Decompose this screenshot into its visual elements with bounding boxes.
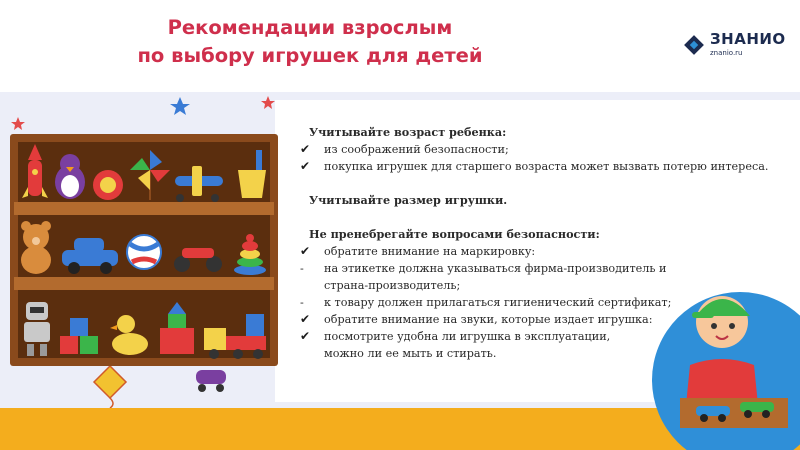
list-item-text: к товару должен прилагаться гигиенический сертификат; <box>324 296 672 309</box>
slide-title <box>0 14 620 70</box>
section-heading-age: Учитывайте возраст ребенка: <box>309 125 507 139</box>
list-item-text: обратите внимание на звуки, которые издает игрушка: <box>324 313 653 326</box>
list-item-text: посмотрите удобна ли игрушка в эксплуатации, <box>324 330 611 343</box>
kite-decoration <box>94 366 126 398</box>
title-line-2: по выбору игрушек для детей <box>137 44 483 67</box>
drum-toy <box>93 170 123 200</box>
check-icon: ✔ <box>300 329 311 343</box>
kite-tail <box>110 398 113 408</box>
list-item-text: можно ли ее мыть и стирать. <box>324 347 497 360</box>
list-item <box>300 141 690 158</box>
recommendations-text <box>300 124 769 362</box>
check-icon: ✔ <box>300 159 311 173</box>
section-heading-size: Учитывайте размер игрушки. <box>309 193 508 207</box>
check-icon: ✔ <box>300 142 311 156</box>
check-icon: ✔ <box>300 244 311 258</box>
list-item <box>300 243 690 260</box>
shelf-board <box>14 277 274 290</box>
ball-toy <box>127 235 161 269</box>
list-item <box>300 158 769 175</box>
title-line-1: Рекомендации взрослым <box>167 16 453 39</box>
list-item-text: страна-производитель; <box>324 279 461 292</box>
shelf-compartment <box>18 142 270 202</box>
dash-marker: - <box>300 296 304 309</box>
section-heading-safety: Не пренебрегайте вопросами безопасности: <box>309 227 600 241</box>
list-item-text: покупка игрушек для старшего возраста может вызвать потерю интереса. <box>324 160 769 173</box>
dash-marker: - <box>300 262 304 275</box>
list-item-continuation <box>300 345 690 362</box>
logo-name: ЗНАНИО <box>710 30 786 48</box>
znanio-logo[interactable] <box>682 30 792 64</box>
logo-mark-icon <box>682 33 706 57</box>
boy-cap-visor <box>692 312 714 318</box>
list-item <box>300 311 690 328</box>
list-item <box>300 260 690 277</box>
star-decoration <box>11 117 25 130</box>
check-icon: ✔ <box>300 312 311 326</box>
list-item-text: из соображений безопасности; <box>324 143 509 156</box>
list-item-text: обратите внимание на маркировку: <box>324 245 536 258</box>
list-item-text: на этикетке должна указываться фирма-производитель и <box>324 262 667 275</box>
star-decoration <box>261 96 275 109</box>
list-item-continuation <box>300 277 690 294</box>
star-decoration <box>170 97 190 115</box>
shelf-board <box>14 202 274 215</box>
list-item <box>300 328 690 345</box>
logo-domain: znanio.ru <box>710 49 743 57</box>
list-item <box>300 294 690 311</box>
stroller-toy <box>196 370 226 392</box>
toy-shelf-illustration <box>0 92 290 408</box>
